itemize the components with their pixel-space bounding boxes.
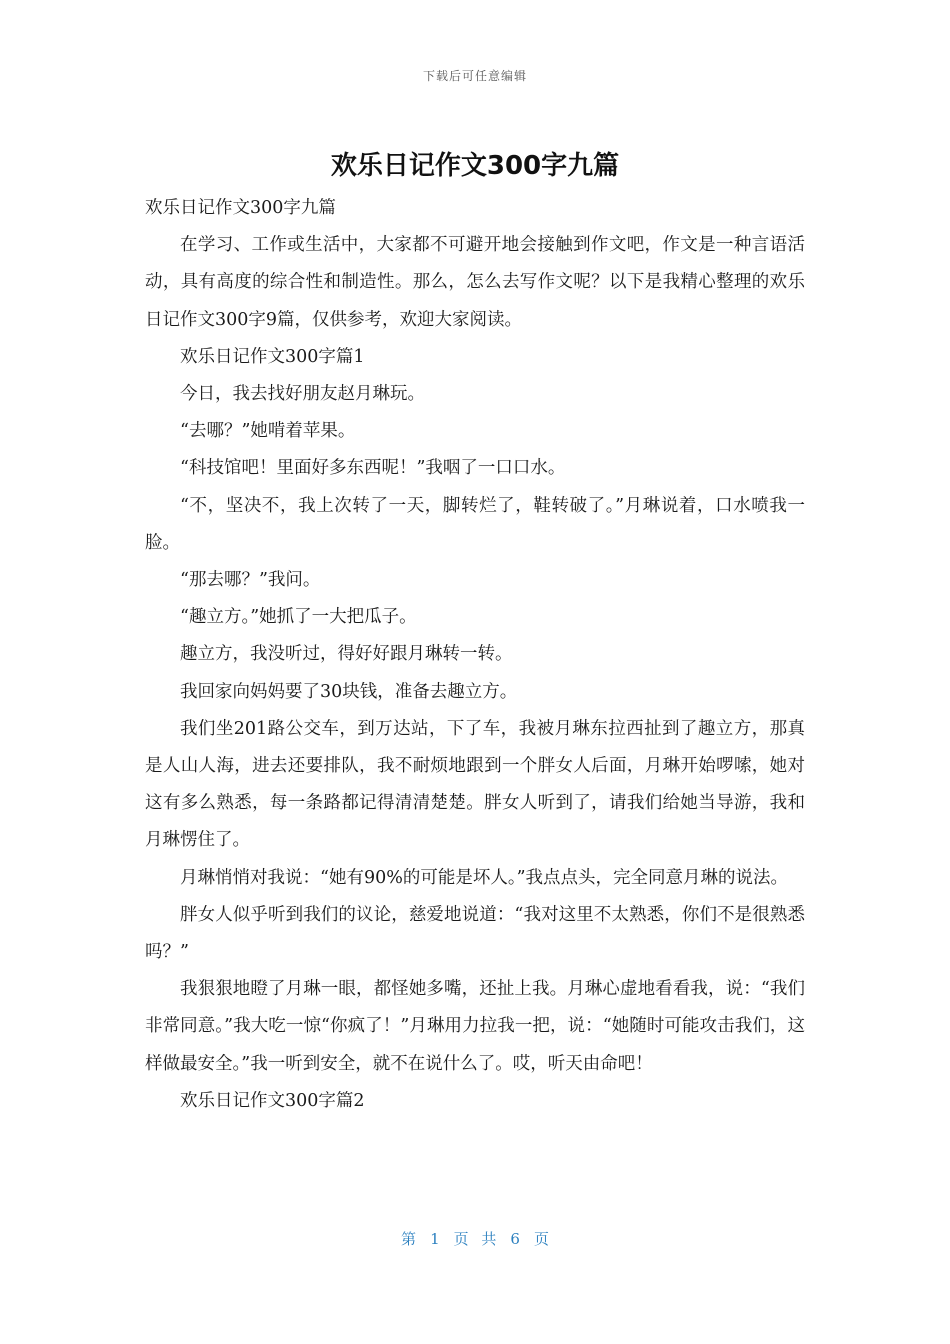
section-heading-1: 欢乐日记作文300字篇1 (180, 346, 365, 367)
footer-total-pages: 6 (510, 1230, 520, 1248)
footer-label-ye: 页 (533, 1230, 549, 1248)
footer-label-di: 第 (401, 1230, 417, 1248)
document-title: 欢乐日记作文300字九篇 (330, 151, 620, 181)
paragraph: 我狠狠地瞪了月琳一眼，都怪她多嘴，还扯上我。月琳心虚地看看我，说：“我们非常同意。”我大吃一惊“你疯了！”月琳用力拉我一把，说：“她随时可能攻击我们，这样做最安全。”我一听到安全，就不在说什么了。哎，听天由命吧！ (145, 979, 805, 1074)
paragraph: 今日，我去找好朋友赵月琳玩。 (180, 384, 425, 405)
section-heading-2: 欢乐日记作文300字篇2 (180, 1090, 365, 1111)
header-note: 下载后可任意编辑 (422, 69, 527, 83)
paragraph-subtitle: 欢乐日记作文300字九篇 (145, 198, 336, 218)
paragraph: “那去哪？”我问。 (180, 570, 321, 591)
footer-page-number: 1 (430, 1230, 440, 1248)
paragraph: “趣立方。”她抓了一大把瓜子。 (180, 607, 417, 628)
paragraph: 我们坐201路公交车，到万达站，下了车，我被月琳东拉西扯到了趣立方，那真是人山人海，进去还要排队，我不耐烦地跟到一个胖女人后面，月琳开始啰嗦，她对这有多么熟悉，每一条路都记得清清楚楚。胖女人听到了，请我们给她当导游，我和月琳愣住了。 (145, 718, 805, 851)
paragraph: 趣立方，我没听过，得好好跟月琳转一转。 (180, 644, 513, 665)
page-footer (0, 1228, 950, 1249)
paragraph: 我回家向妈妈要了30块钱，准备去趣立方。 (180, 681, 518, 702)
paragraph: 胖女人似乎听到我们的议论，慈爱地说道：“我对这里不太熟悉，你们不是很熟悉吗？” (145, 904, 805, 963)
paragraph: “科技馆吧！里面好多东西呢！”我咽了一口口水。 (180, 458, 566, 479)
paragraph: 月琳悄悄对我说：“她有90%的可能是坏人。”我点点头，完全同意月琳的说法。 (180, 867, 789, 888)
document-body (145, 190, 805, 1120)
paragraph: “不，坚决不，我上次转了一天，脚转烂了，鞋转破了。”月琳说着，口水喷我一脸。 (145, 495, 805, 553)
footer-label-ye-gong: 页 共 (453, 1230, 497, 1248)
paragraph: 在学习、工作或生活中，大家都不可避开地会接触到作文吧，作文是一种言语活动，具有高度的综合性和制造性。那么，怎么去写作文呢？以下是我精心整理的欢乐日记作文300字9篇，仅供参考，欢迎大家阅读。 (145, 235, 805, 330)
paragraph: “去哪？”她啃着苹果。 (180, 421, 356, 442)
